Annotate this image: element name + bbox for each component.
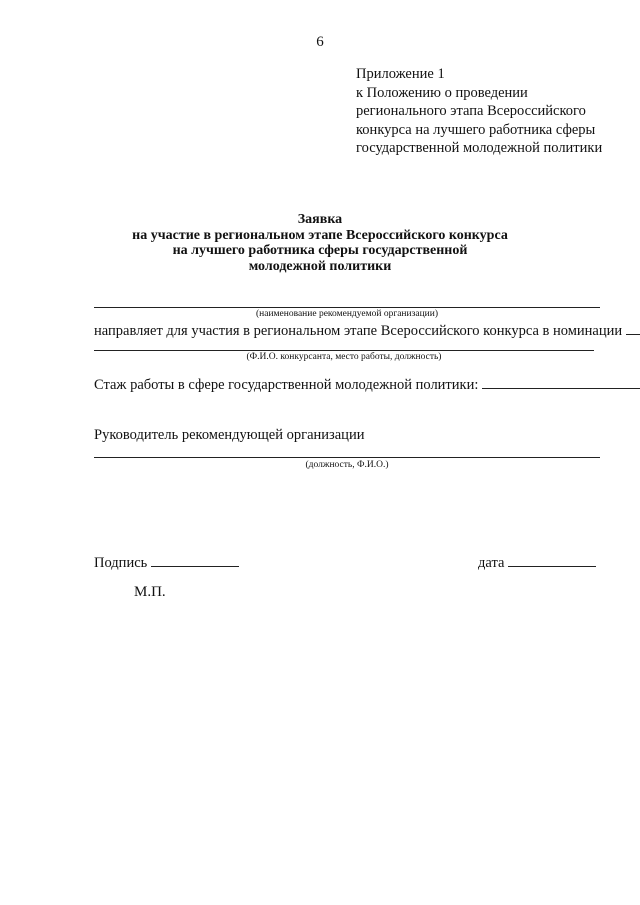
application-subtitle-line: на лучшего работника сферы государственной bbox=[172, 243, 468, 258]
directs-statement bbox=[94, 322, 640, 340]
experience-field[interactable] bbox=[482, 376, 640, 389]
organization-caption: (наименование рекомендуемой организации) bbox=[256, 309, 438, 319]
head-label: Руководитель рекомендующей организации bbox=[94, 427, 365, 443]
experience-row bbox=[94, 376, 640, 394]
date-label: дата bbox=[478, 555, 505, 571]
application-subtitle-line: на участие в региональном этапе Всероссийского конкурса bbox=[132, 227, 508, 243]
organization-name-line[interactable] bbox=[94, 307, 600, 308]
contestant-line[interactable] bbox=[94, 350, 594, 351]
directs-text: направляет для участия в региональном этапе Всероссийского конкурса в номинации bbox=[94, 323, 623, 339]
nomination-field[interactable] bbox=[626, 322, 640, 335]
appendix-line: конкурса на лучшего работника сферы bbox=[356, 121, 596, 138]
application-title-block bbox=[0, 212, 640, 274]
date-row bbox=[478, 554, 596, 572]
signature-row bbox=[94, 554, 239, 572]
date-field[interactable] bbox=[508, 554, 596, 567]
appendix-line: регионального этапа Всероссийского bbox=[356, 103, 586, 119]
appendix-line: Приложение 1 bbox=[356, 66, 445, 82]
signature-field[interactable] bbox=[151, 554, 239, 567]
appendix-line: к Положению о проведении bbox=[356, 84, 528, 101]
experience-label: Стаж работы в сфере государственной молодежной политики: bbox=[94, 377, 479, 393]
appendix-reference bbox=[356, 65, 626, 158]
head-caption: (должность, Ф.И.О.) bbox=[305, 460, 389, 470]
appendix-line: государственной молодежной политики bbox=[356, 140, 603, 156]
application-subtitle-line: молодежной политики bbox=[248, 258, 392, 274]
stamp-label: М.П. bbox=[134, 584, 166, 600]
contestant-caption: (Ф.И.О. конкурсанта, место работы, должность) bbox=[246, 352, 442, 362]
signature-label: Подпись bbox=[94, 555, 148, 571]
application-title: Заявка bbox=[297, 212, 343, 227]
head-line[interactable] bbox=[94, 457, 600, 458]
page-number: 6 bbox=[316, 34, 324, 50]
